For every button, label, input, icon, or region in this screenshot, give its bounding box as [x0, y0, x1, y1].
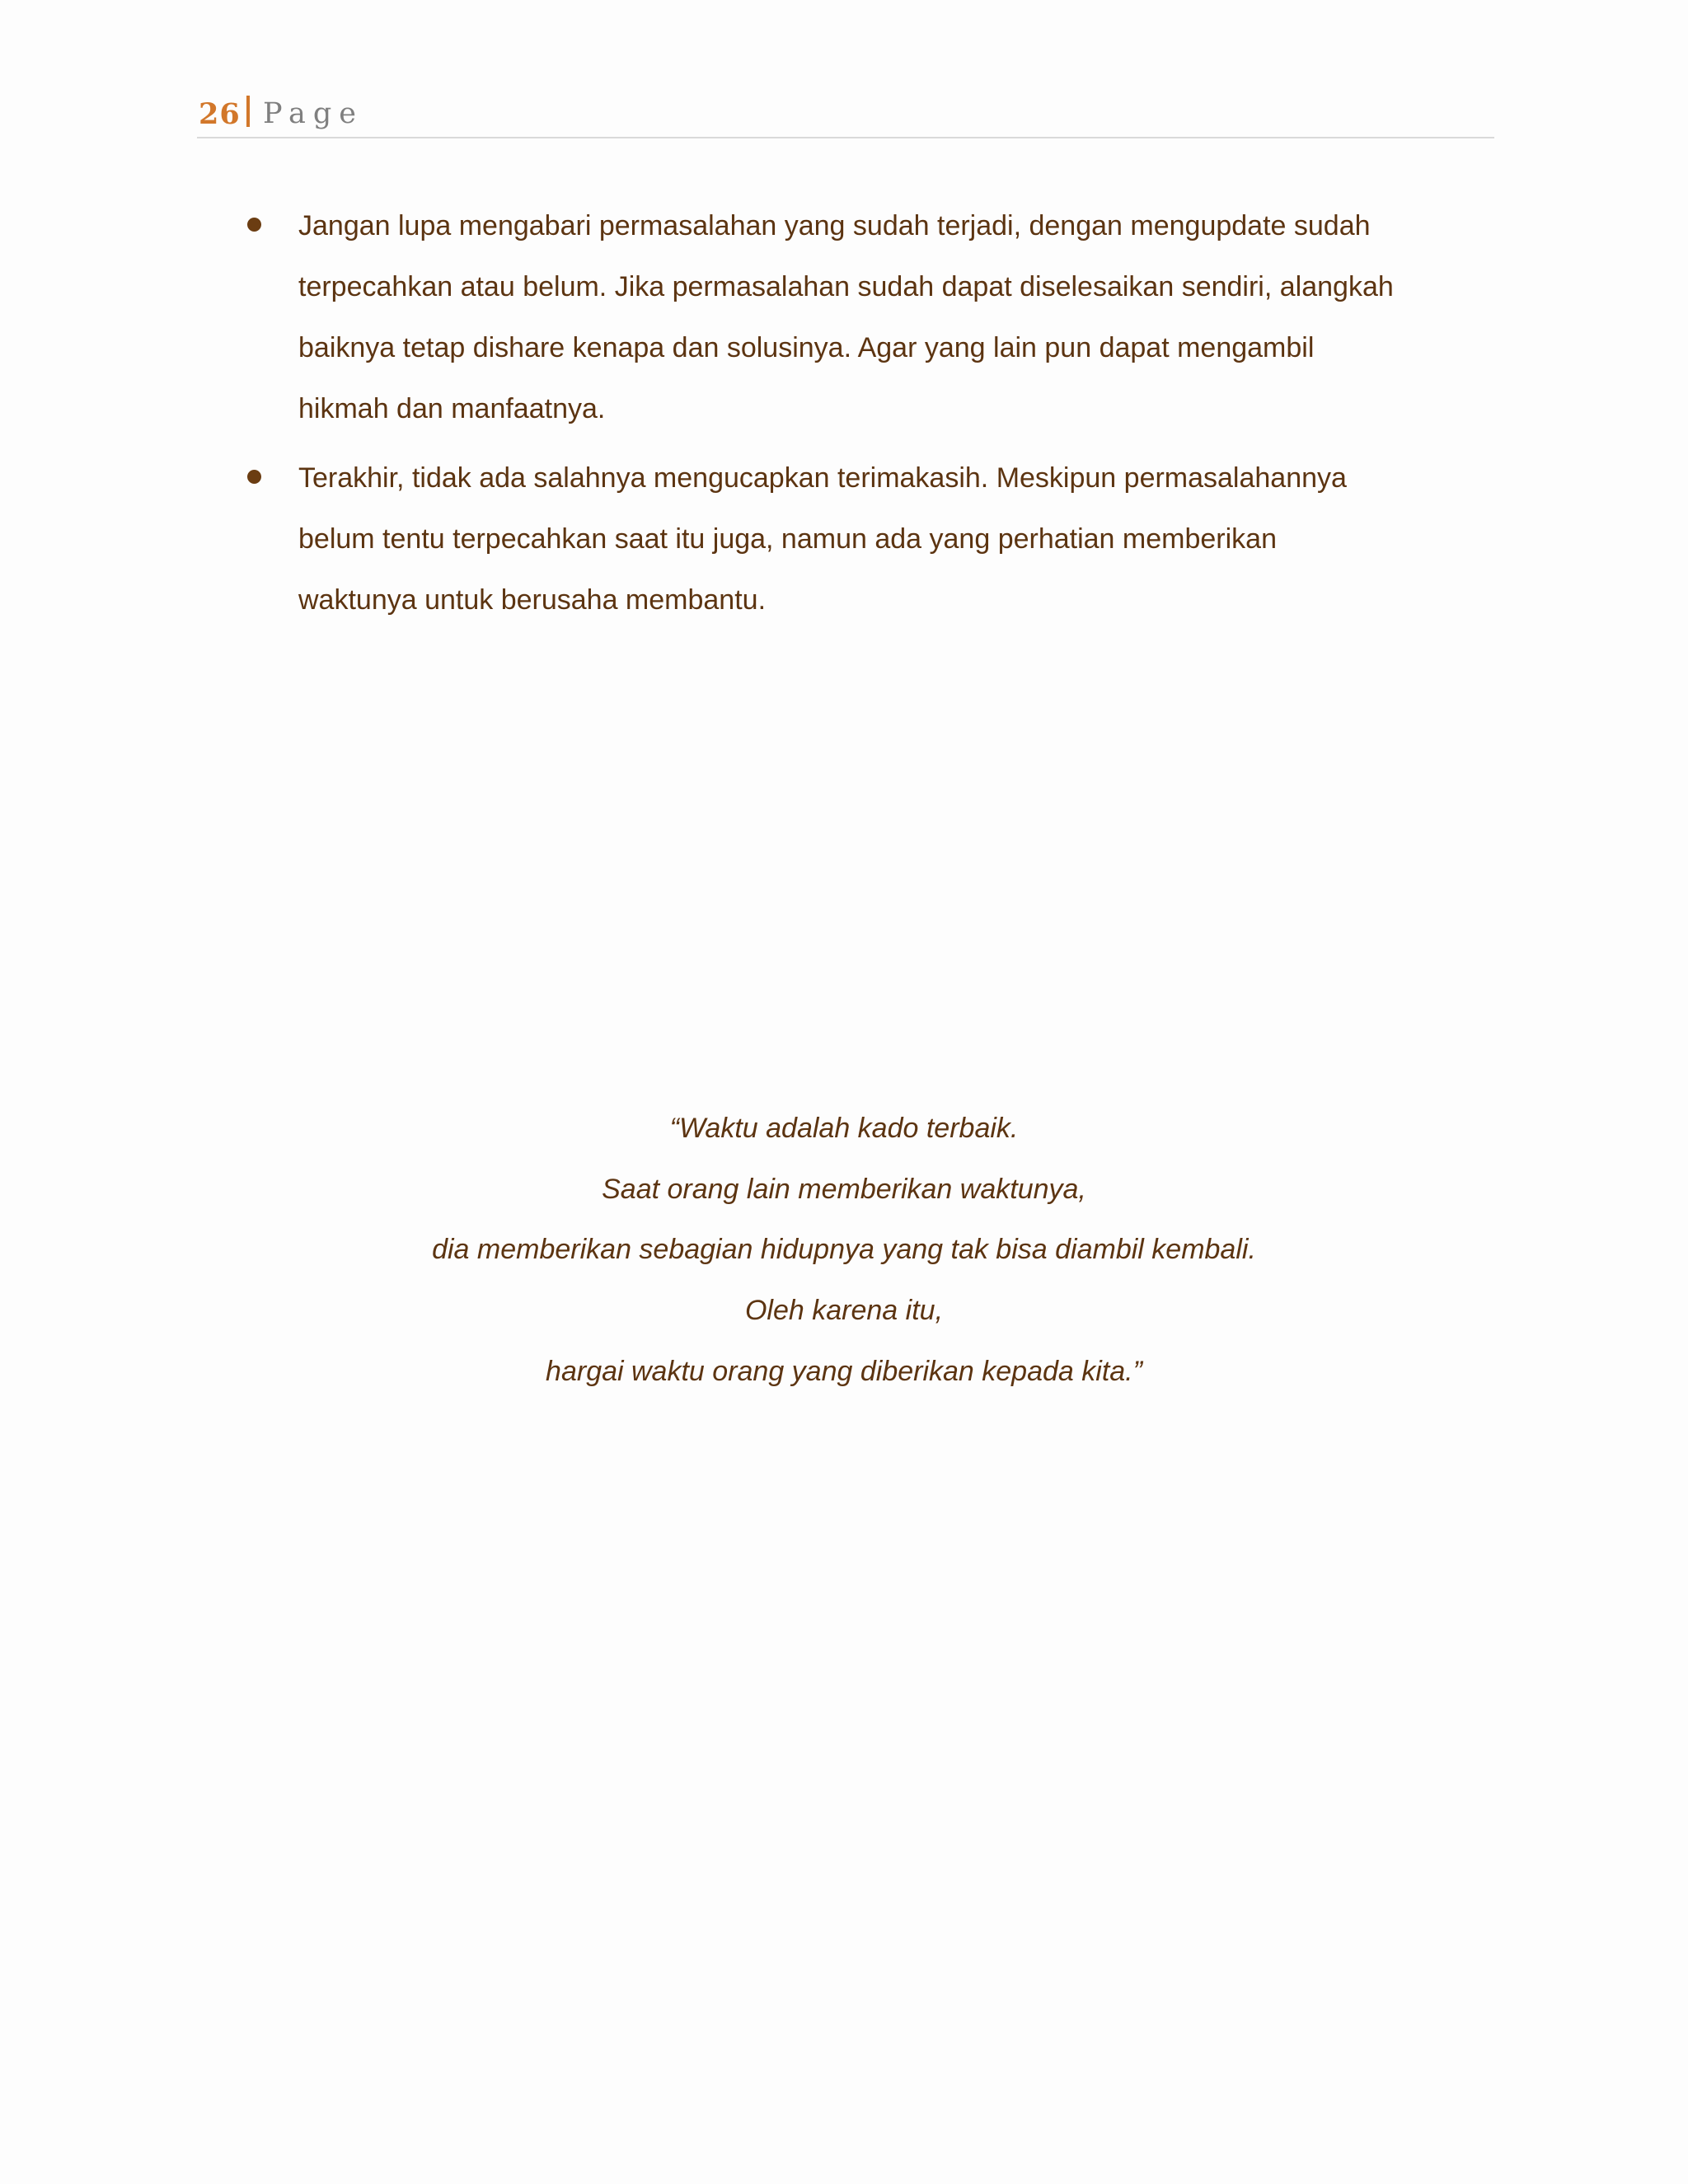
quote-line: “Waktu adalah kado terbaik. — [669, 1113, 1019, 1144]
bullet-dot-icon — [247, 470, 261, 484]
page-label: Page — [263, 97, 363, 130]
bullet-line: hikmah dan manfaatnya. — [298, 393, 606, 424]
bullet-line: Terakhir, tidak ada salahnya mengucapkan terimakasih. Meskipun permasalahannya — [298, 462, 1347, 494]
quote-line: hargai waktu orang yang diberikan kepada kita.” — [546, 1356, 1142, 1387]
page-header — [197, 92, 1494, 138]
quote-line: Saat orang lain memberikan waktunya, — [602, 1174, 1086, 1205]
bullet-line: baiknya tetap dishare kenapa dan solusinya. Agar yang lain pun dapat mengambil — [298, 332, 1315, 363]
bullet-line: belum tentu terpecahkan saat itu juga, namun ada yang perhatian memberikan — [298, 523, 1277, 555]
page-number: 26 — [199, 97, 241, 131]
bullet-line: Jangan lupa mengabari permasalahan yang sudah terjadi, dengan mengupdate sudah — [298, 210, 1371, 241]
bullet-line: terpecahkan atau belum. Jika permasalahan sudah dapat diselesaikan sendiri, alangkah — [298, 271, 1394, 302]
bullet-line: waktunya untuk berusaha membantu. — [298, 584, 767, 616]
bullet-dot-icon — [247, 218, 261, 232]
quote-line: Oleh karena itu, — [744, 1295, 944, 1326]
header-separator — [246, 96, 250, 127]
quote-line: dia memberikan sebagian hidupnya yang tak bisa diambil kembali. — [432, 1234, 1256, 1265]
